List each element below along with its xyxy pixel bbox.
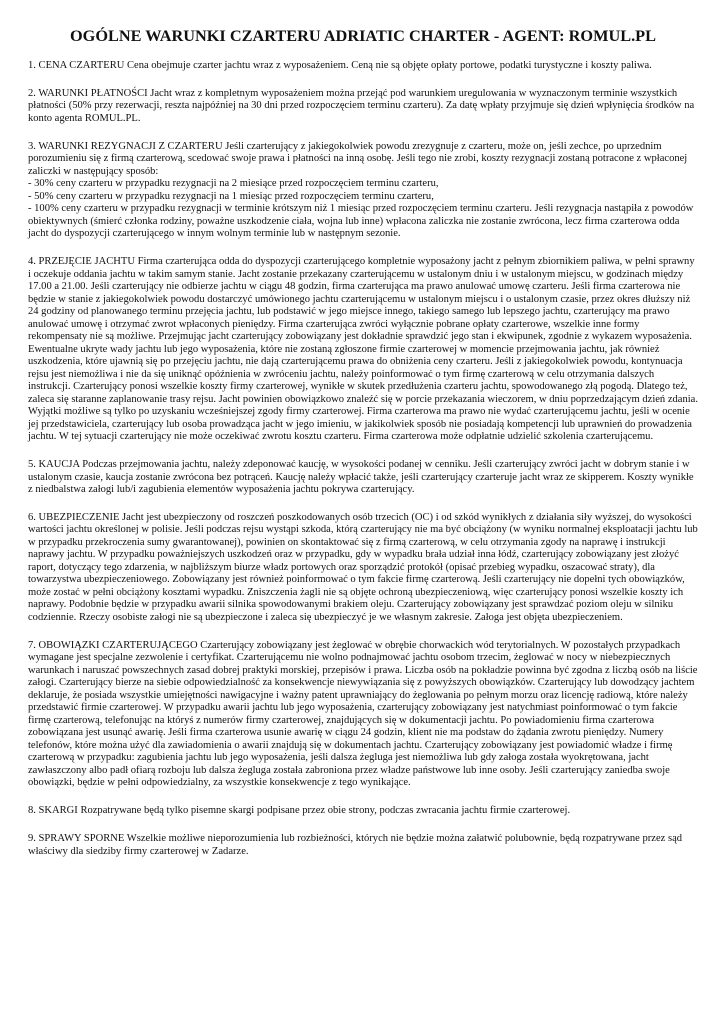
rezygnacja-line-100: - 100% ceny czarteru w przypadku rezygnacji w terminie krótszym niż 1 miesiąc przed rozpoczęciem terminu czarteru. Jeśli rezygnacja nastąpiła z powodów obiektywnych (śmierć członka rodziny, poważne uszkodzenie ciała, wojna lub inne) wpłacona zaliczka nie zostanie zwrócona, lecz firma czarterowa odda jacht do dyspozycji czarterującego w innym wolnym terminie lub w następnym sezonie. [28, 203, 694, 240]
section-text: 1. CENA CZARTERU Cena obejmuje czarter jachtu wraz z wyposażeniem. Ceną nie są objęte opłaty portowe, podatki turystyczne i koszty paliwa. [28, 60, 652, 71]
rezygnacja-line-50: - 50% ceny czarteru w przypadku rezygnacji na 1 miesiąc przed rozpoczęciem terminu czarteru, [28, 190, 434, 202]
section-text: 2. WARUNKI PŁATNOŚCI Jacht wraz z kompletnym wyposażeniem można przejąć pod warunkiem uregulowania w wyznaczonym terminie wszystkich płatności (50% przy rezerwacji, reszta najpóźniej na 30 dni przed rozpoczęciem terminu czarteru). Za datę wpłaty przyjmuje się dzień wpłynięcia środków na konto agenta ROMUL.PL. [28, 87, 695, 124]
section-obowiazki-czarterujacego [28, 640, 698, 790]
section-text: 6. UBEZPIECZENIE Jacht jest ubezpieczony od roszczeń poszkodowanych osób trzecich (OC) i od szkód wynikłych z działania siły wyższej, do wysokości wartości jachtu określonej w polisie. Jeśli podczas rejsu wystąpi szkoda, którą czarterujący nie ma być obciążony (w wyniku normalnej eksploatacji jachtu lub w przypadku przekroczenia sumy gwarantowanej), powinien on skontaktować się z firmą czarterową, w celu otrzymania zgody na naprawę i instrukcji naprawy jachtu. W przypadku poważniejszych uszkodzeń oraz w przypadku, gdy w wypadku brała udział inna łódź, czarterujący zobowiązany jest złożyć raport, dotyczący tego zdarzenia, w najbliższym biurze władz portowych oraz sporządzić protokół (opisać przebieg wypadku, oszacować straty), dla towarzystwa ubezpieczeniowego. Zobowiązany jest również poinformować o tym fakcie firmę czarterową. Jeśli czarterujący nie dopełni tych obowiązków, może zostać w pełni obciążony kosztami wypadku. Zniszczenia żagli nie są objęte ochroną ubezpieczeniową, więc czarterujący ponosi wszelkie koszty ich naprawy. Podobnie będzie w przypadku awarii silnika spowodowanymi brakiem oleju. Czarterujący zobowiązany jest sprawdzać poziom oleju w silniku codziennie. Rzeczy osobiste załogi nie są ubezpieczone i zaleca się ubezpieczyć je we własnym zakresie. Załoga jest objęta ubezpieczeniem. [28, 511, 698, 623]
section-text: 4. PRZEJĘCIE JACHTU Firma czarterująca odda do dyspozycji czarterującego kompletnie wyposażony jacht z pełnym zbiornikiem paliwa, w pełni sprawny i oczekuje oddania jachtu w takim samym stanie. Jacht zostanie przekazany czarterującemu w ustalonym dniu i w ustalonym miejscu, w godzinach między 17.00 a 21.00. Jeśli czarterujący nie odbierze jachtu w ciągu 48 godzin, firma czarterująca ma prawo anulować umowę czarteru. Jeśli firma czarterowa nie będzie w stanie z jakiegokolwiek powodu dostarczyć umówionego jachtu czarterującemu w ustalonym miejscu i o ustalonym czasie, przez okres dłuższy niż 24 godziny od planowanego terminu przejęcia jachtu, lub podstawić w jego miejsce innego, takiego samego lub lepszego jachtu, czarterujący ma prawo anulować umowę i otrzymać zwrot wpłaconych pieniędzy. Firma czarterująca zwróci wyłącznie pobrane opłaty czarterowe, wszelkie inne formy rekompensaty nie są możliwe. Przejmując jacht czarterujący zobowiązany jest dokładnie sprawdzić jego stan i ekwipunek, zgodnie z wykazem wyposażenia. Ewentualne ukryte wady jachtu lub jego wyposażenia, które nie zostaną zgłoszone firmie czarterowej w momencie przejmowania jachtu, jak również uszkodzenia, które ujawnią się po przejęciu jachtu, nie dają czarterującemu prawa do obniżenia ceny czarteru. Jeśli z jakiegokolwiek powodu, kontynuacja rejsu jest niemożliwa i nie da się uniknąć opóźnienia w zwróceniu jachtu, należy poinformować o tym firmę czarterową w celu otrzymania dalszych instrukcji. Czarterujący ponosi wszelkie koszty firmy czarterowej, wynikłe w skutek przedłużenia czarteru jachtu, spowodowanego złą pogodą. Dlatego też, zaleca się staranne zaplanowanie trasy rejsu. Jacht powinien obowiązkowo znaleźć się w porcie przekazania wieczorem, w dniu poprzedzającym dzień zdania. Wyjątki możliwe są tylko po uzyskaniu wcześniejszej zgody firmy czarterowej. Firma czarterowa ma prawo nie wydać czarterującemu jachtu, jeśli w ocenie jej przedstawiciela, czarterujący lub osoba prowadząca jacht w jego imieniu, w jakikolwiek sposób nie posiadają kompetencji lub uprawnień do prowadzenia jachtu. W tej sytuacji czarterujący nie może oczekiwać zwrotu kosztu czarteru. Firma czarterowa może odpłatnie udzielić szkolenia czarterującemu. [28, 256, 699, 443]
section-warunki-platnosci [28, 88, 698, 126]
section-skargi [28, 805, 698, 818]
section-text: 5. KAUCJA Podczas przejmowania jachtu, należy zdeponować kaucję, w wysokości podanej w cenniku. Jeśli czarterujący zwróci jacht w dobrym stanie i w ustalonym czasie, kaucja zostanie zwrócona bez potrąceń. Kaucję należy wpłacić także, jeśli czarterujący czarteruje jacht wraz ze skipperem. Koszty wynikłe z niedbalstwa załogi lub/i zagubienia elementów wyposażenia jachtu pokrywa czarterujący. [28, 459, 694, 496]
section-text: 3. WARUNKI REZYGNACJI Z CZARTERU Jeśli czarterujący z jakiegokolwiek powodu zrezygnuje z czarteru, może on, jeśli zechce, po uprzednim porozumieniu się z firmą czarterową, scedować swoje prawa i płatności na inną osobę. Jeśli tego nie zrobi, koszty rezygnacji zostaną potracone z wpłaconej zaliczki w następujący sposób: [28, 140, 688, 177]
document-page [28, 26, 698, 874]
section-warunki-rezygnacji [28, 141, 698, 241]
rezygnacja-line-30: - 30% ceny czarteru w przypadku rezygnacji na 2 miesiące przed rozpoczęciem terminu czarteru, [28, 178, 439, 190]
section-text: 9. SPRAWY SPORNE Wszelkie możliwe nieporozumienia lub rozbieżności, których nie będzie można załatwić polubownie, będą rozpatrywane przez sąd właściwy dla siedziby firmy czarterowej w Zadarze. [28, 833, 683, 857]
document-title: OGÓLNE WARUNKI CZARTERU ADRIATIC CHARTER - AGENT: ROMUL.PL [70, 26, 656, 45]
section-przejecie-jachtu [28, 256, 698, 444]
section-cena-czarteru [28, 60, 698, 73]
section-text: 8. SKARGI Rozpatrywane będą tylko pisemne skargi podpisane przez obie strony, podczas zwracania jachtu firmie czarterowej. [28, 805, 571, 817]
section-text: 7. OBOWIĄZKI CZARTERUJĄCEGO Czarterujący zobowiązany jest żeglować w obrębie chorwackich wód terytorialnych. W pozostałych przypadkach wymagane jest specjalne zezwolenie i certyfikat. Czarterującemu nie wolno podnajmować jachtu osobom trzecim, żeglować w nocy w niebezpiecznych warunkach i naruszać powszechnych zasad dobrej praktyki morskiej, przepisów i prawa. Liczba osób na pokładzie powinna być zgodna z liczbą osób na liście załogi. Czarterujący bierze na siebie odpowiedzialność za konsekwencje niewywiązania się z powyższych obowiązków. Czarterujący lub dowodzący jachtem deklaruje, że posiada wszystkie umiejętności nawigacyjne i ważny patent uprawniający do żeglowania po pełnym morzu oraz licencję radiową, które należy przedstawić firmie czarterowej. W przypadku awarii jachtu lub jego wyposażenia, czarterujący zobowiązany jest natychmiast poinformować o tym fakcie firmę czarterową, telefonując na któryś z numerów firmy czarterowej, znajdujących się w dokumentacji jachtu. Po powiadomieniu firma czarterowa zobowiązana jest usunąć awarię. Jeśli firma czarterowa usunie awarię w ciągu 24 godzin, klient nie ma podstaw do żądania zwrotu pieniędzy. Numery telefonów, które można użyć dla zawiadomienia o awarii znajdują się w dokumentach jachtu. Czarterujący zobowiązany jest powiadomić władze i firmę czarterową w przypadku: zagubienia jachtu lub jego wyposażenia, jeśli dalsza żegluga jest niemożliwa lub gdy załoga została wyokrętowana, jacht zawłaszczony albo padł ofiarą rozboju lub dalsza żegluga została zabroniona przez władze państwowe lub inne osoby. Jeśli czarterujący zaniedba swoje obowiązki, będzie w pełni odpowiedzialny, za wszystkie konsekwencje z tego wynikające. [28, 639, 698, 789]
section-ubezpieczenie [28, 512, 698, 625]
section-kaucja [28, 459, 698, 497]
section-sprawy-sporne [28, 833, 698, 858]
